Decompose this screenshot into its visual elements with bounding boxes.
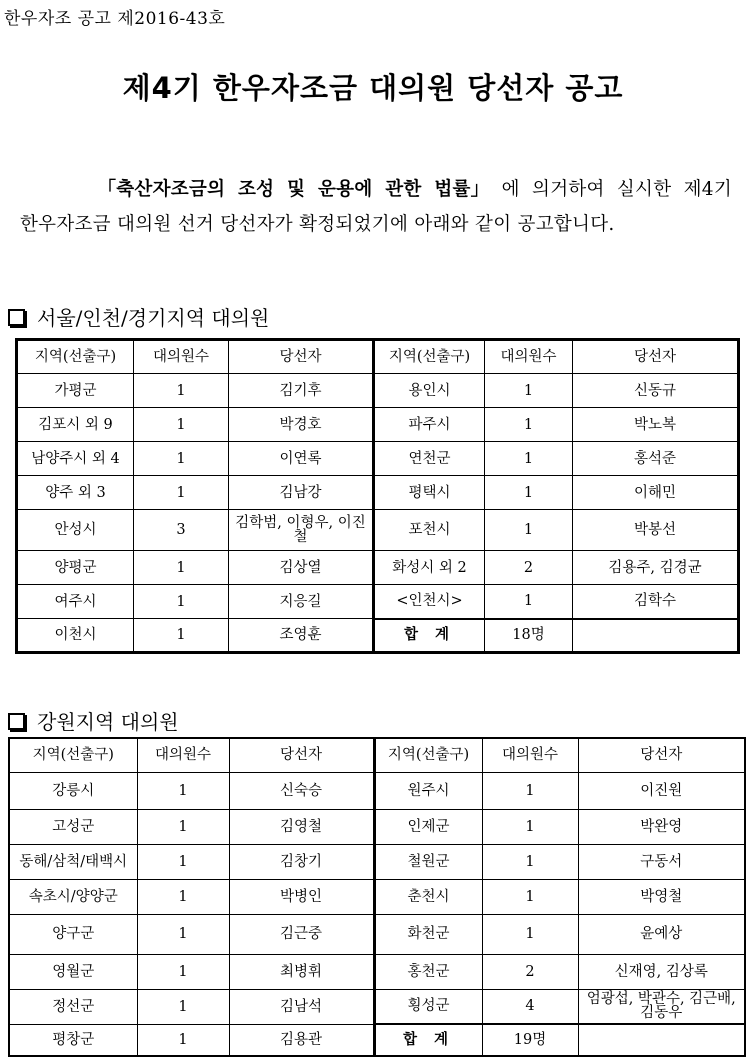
winners-cell: 최병휘 (229, 954, 374, 989)
checkbox-square-icon (8, 713, 25, 730)
region-cell: 안성시 (17, 510, 134, 551)
winners-cell: 박병인 (229, 879, 374, 914)
region-cell: 철원군 (374, 844, 482, 879)
region-cell: 화성시 외 2 (374, 551, 485, 585)
winners-cell: 김창기 (229, 844, 374, 879)
count-cell: 2 (485, 551, 573, 585)
table-row (17, 408, 739, 442)
count-cell: 1 (137, 954, 229, 989)
header-region: 지역(선출구) (17, 340, 134, 374)
count-cell: 1 (482, 914, 578, 954)
count-cell: 1 (482, 844, 578, 879)
winners-cell: 신재영, 김상록 (578, 954, 745, 989)
table-row (9, 914, 745, 954)
count-cell: 3 (134, 510, 229, 551)
count-cell: 4 (482, 989, 578, 1024)
page-title: 제4기 한우자조금 대의원 당선자 공고 (122, 71, 624, 105)
count-cell: 1 (134, 476, 229, 510)
region-cell: <인천시> (374, 585, 485, 619)
region-cell: 여주시 (17, 585, 134, 619)
winners-cell: 김용주, 김경균 (573, 551, 739, 585)
region-cell: 고성군 (9, 809, 137, 844)
region-cell: 인제군 (374, 809, 482, 844)
table-row (9, 1024, 745, 1056)
checkbox-square-icon (8, 309, 25, 326)
region-cell: 강릉시 (9, 772, 137, 809)
announcement-line-1-rest: 에 의거하여 실시한 제4기 (489, 179, 732, 200)
table-row (17, 510, 739, 551)
count-cell: 1 (482, 879, 578, 914)
count-cell: 1 (137, 1024, 229, 1056)
gangwon-table (8, 737, 746, 1057)
winners-cell: 홍석준 (573, 442, 739, 476)
table-row (17, 374, 739, 408)
count-cell: 2 (482, 954, 578, 989)
announcement-text (20, 172, 732, 242)
announcement-line-2: 한우자조금 대의원 선거 당선자가 확정되었기에 아래와 같이 공고합니다. (20, 214, 615, 235)
table-row (17, 619, 739, 653)
notice-number: 한우자조 공고 제2016-43호 (4, 9, 226, 29)
total-label: 합 계 (374, 619, 485, 653)
header-count: 대의원수 (485, 340, 573, 374)
winners-cell: 김용관 (229, 1024, 374, 1056)
count-cell: 1 (485, 476, 573, 510)
count-cell: 1 (134, 442, 229, 476)
total-label: 합 계 (374, 1024, 482, 1056)
winners-cell: 김영철 (229, 809, 374, 844)
total-count: 19명 (482, 1024, 578, 1056)
region-cell: 속초시/양양군 (9, 879, 137, 914)
region-cell: 파주시 (374, 408, 485, 442)
region-cell: 양구군 (9, 914, 137, 954)
region-cell: 포천시 (374, 510, 485, 551)
header-winners: 당선자 (229, 340, 374, 374)
seoul-gyeonggi-table (15, 338, 740, 654)
winners-cell: 이진원 (578, 772, 745, 809)
region-cell: 화천군 (374, 914, 482, 954)
table-row (9, 954, 745, 989)
count-cell: 1 (137, 879, 229, 914)
winners-cell: 박영철 (578, 879, 745, 914)
winners-cell: 김남석 (229, 989, 374, 1024)
region-cell: 횡성군 (374, 989, 482, 1024)
region-cell: 양주 외 3 (17, 476, 134, 510)
winners-cell: 이해민 (573, 476, 739, 510)
count-cell: 1 (134, 408, 229, 442)
winners-cell (578, 1024, 745, 1056)
winners-cell: 신숙승 (229, 772, 374, 809)
table-row (17, 585, 739, 619)
winners-cell: 박노복 (573, 408, 739, 442)
table-row (9, 772, 745, 809)
count-cell: 1 (134, 551, 229, 585)
count-cell: 1 (482, 809, 578, 844)
winners-cell: 조영훈 (229, 619, 374, 653)
count-cell: 1 (137, 772, 229, 809)
winners-cell: 김상열 (229, 551, 374, 585)
header-region: 지역(선출구) (374, 340, 485, 374)
header-winners: 당선자 (573, 340, 739, 374)
table-row (17, 442, 739, 476)
region-cell: 연천군 (374, 442, 485, 476)
winners-cell: 구동서 (578, 844, 745, 879)
table-row (9, 879, 745, 914)
section-title-text: 서울/인천/경기지역 대의원 (37, 306, 270, 330)
winners-cell: 김학범, 이형우, 이진철 (229, 510, 374, 551)
table-row (9, 844, 745, 879)
winners-cell: 엄광섭, 박관수, 김근배, 김동우 (578, 989, 745, 1024)
total-count: 18명 (485, 619, 573, 653)
table-row (17, 476, 739, 510)
region-cell: 영월군 (9, 954, 137, 989)
count-cell: 1 (485, 408, 573, 442)
region-cell: 용인시 (374, 374, 485, 408)
table-header-row (9, 738, 745, 772)
region-cell: 정선군 (9, 989, 137, 1024)
count-cell: 1 (137, 989, 229, 1024)
count-cell: 1 (485, 374, 573, 408)
region-cell: 가평군 (17, 374, 134, 408)
winners-cell: 박완영 (578, 809, 745, 844)
count-cell: 1 (485, 510, 573, 551)
count-cell: 1 (134, 374, 229, 408)
law-name: 「축산자조금의 조성 및 운용에 관한 법률」 (97, 179, 490, 200)
region-cell: 춘천시 (374, 879, 482, 914)
region-cell: 김포시 외 9 (17, 408, 134, 442)
count-cell: 1 (134, 585, 229, 619)
table-row (9, 809, 745, 844)
region-cell: 남양주시 외 4 (17, 442, 134, 476)
region-cell: 평택시 (374, 476, 485, 510)
count-cell: 1 (485, 442, 573, 476)
table-row (17, 551, 739, 585)
winners-cell (573, 619, 739, 653)
count-cell: 1 (485, 585, 573, 619)
header-count: 대의원수 (134, 340, 229, 374)
winners-cell: 김기후 (229, 374, 374, 408)
region-cell: 이천시 (17, 619, 134, 653)
winners-cell: 김학수 (573, 585, 739, 619)
header-count: 대의원수 (137, 738, 229, 772)
count-cell: 1 (137, 914, 229, 954)
header-winners: 당선자 (229, 738, 374, 772)
count-cell: 1 (482, 772, 578, 809)
header-winners: 당선자 (578, 738, 745, 772)
winners-cell: 이연록 (229, 442, 374, 476)
section-title-text: 강원지역 대의원 (37, 710, 179, 734)
header-region: 지역(선출구) (374, 738, 482, 772)
winners-cell: 박봉선 (573, 510, 739, 551)
winners-cell: 김근중 (229, 914, 374, 954)
table-header-row (17, 340, 739, 374)
section-title-gangwon (8, 706, 179, 735)
header-count: 대의원수 (482, 738, 578, 772)
header-region: 지역(선출구) (9, 738, 137, 772)
winners-cell: 지응길 (229, 585, 374, 619)
section-title-seoul-gyeonggi (8, 302, 269, 331)
winners-cell: 김남강 (229, 476, 374, 510)
region-cell: 홍천군 (374, 954, 482, 989)
region-cell: 원주시 (374, 772, 482, 809)
region-cell: 동해/삼척/태백시 (9, 844, 137, 879)
announcement-line-1 (20, 172, 732, 207)
winners-cell: 박경호 (229, 408, 374, 442)
table-row (9, 989, 745, 1024)
winners-cell: 신동규 (573, 374, 739, 408)
region-cell: 평창군 (9, 1024, 137, 1056)
winners-cell: 윤예상 (578, 914, 745, 954)
region-cell: 양평군 (17, 551, 134, 585)
count-cell: 1 (134, 619, 229, 653)
count-cell: 1 (137, 809, 229, 844)
count-cell: 1 (137, 844, 229, 879)
